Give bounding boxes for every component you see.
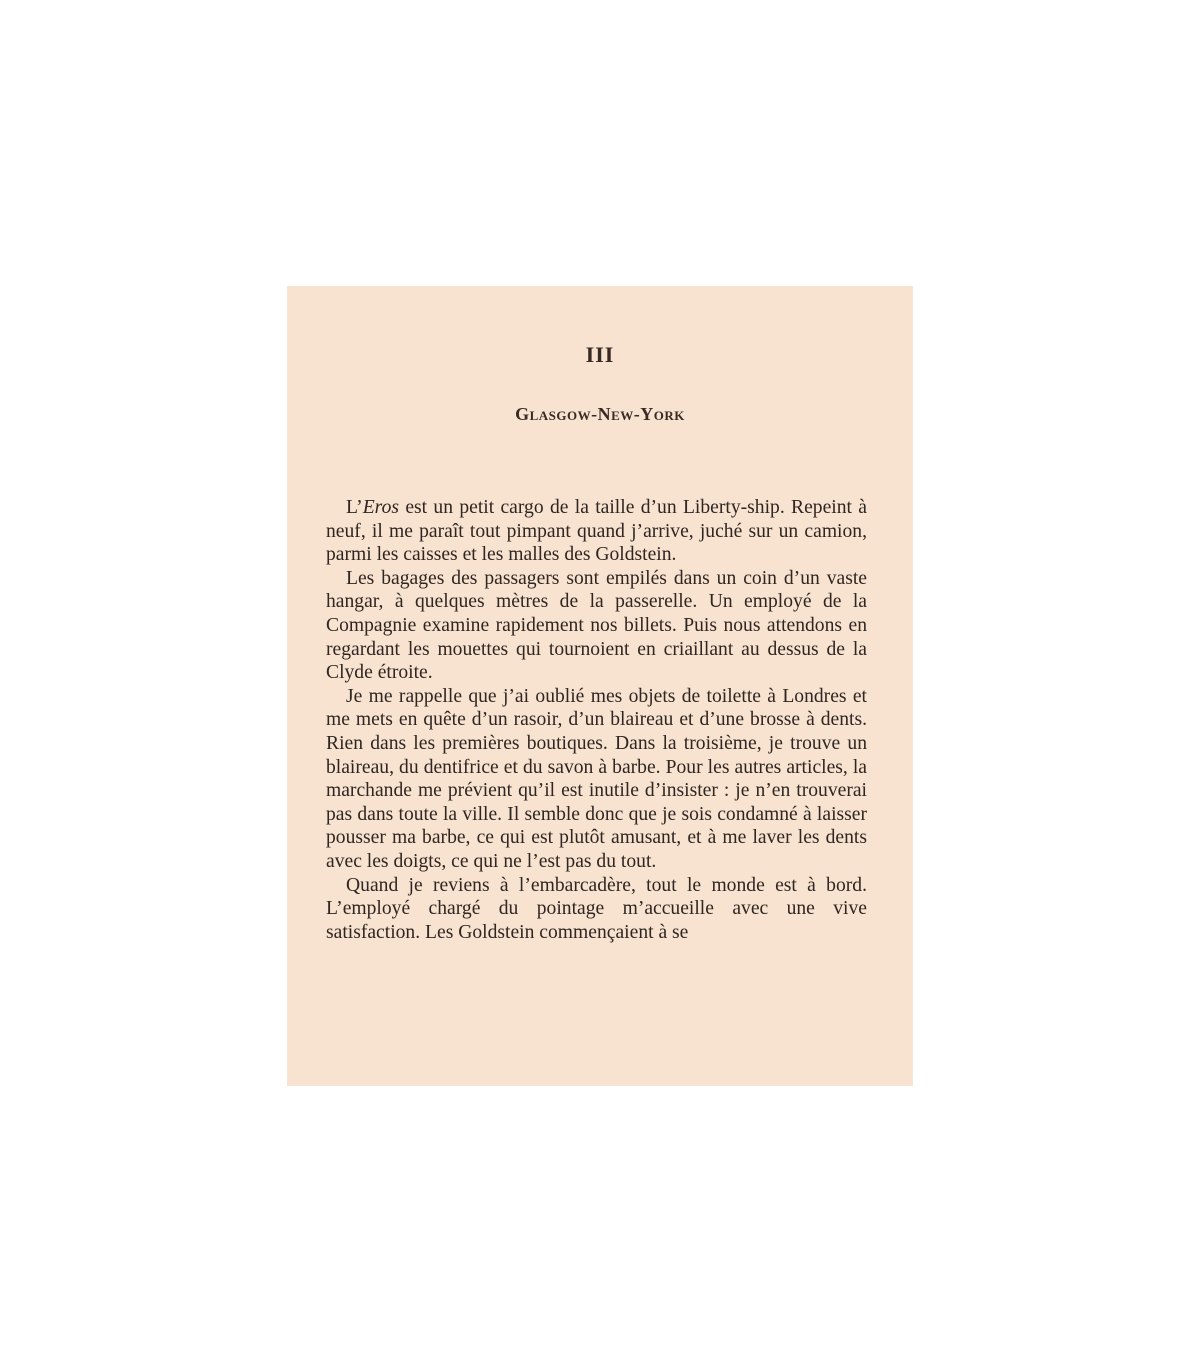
paragraph-1-text: est un petit cargo de la taille d’un Liberty-ship. Repeint à neuf, il me paraît tout pimpant quand j’arrive, juché sur un camion, parmi les caisses et les malles des Goldstein.: [326, 497, 867, 566]
chapter-title: Glasgow-New-York: [515, 404, 685, 424]
chapter-number: III: [585, 342, 615, 367]
paragraph-1: [326, 496, 867, 567]
paragraph-4: Quand je reviens à l’embarcadère, tout le monde est à bord. L’employé chargé du pointage m’accueille avec une vive satisfaction. Les Goldstein commençaient à se: [326, 874, 867, 943]
paragraph-1-lead: L’: [346, 497, 363, 518]
book-page: [287, 286, 913, 1086]
ship-name: Eros: [362, 497, 399, 518]
paragraph-3: Je me rappelle que j’ai oublié mes objets de toilette à Londres et me mets en quête d’un rasoir, d’un blaireau et d’une brosse à dents. Rien dans les premières boutiques. Dans la troisième, je trouve un blaireau, du dentifrice et du savon à barbe. Pour les autres articles, la marchande me prévient qu’il est inutile d’insister : je n’en trouverai pas dans toute la ville. Il semble donc que je sois condamné à laisser pousser ma barbe, ce qui est plutôt amusant, et à me laver les dents avec les doigts, ce qui ne l’est pas du tout.: [326, 685, 867, 872]
body-text: [326, 496, 867, 944]
paragraph-2: Les bagages des passagers sont empilés dans un coin d’un vaste hangar, à quelques mètres de la passerelle. Un employé de la Compagnie examine rapidement nos billets. Puis nous attendons en regardant les mouettes qui tournoient en criaillant au dessus de la Clyde étroite.: [326, 567, 867, 684]
